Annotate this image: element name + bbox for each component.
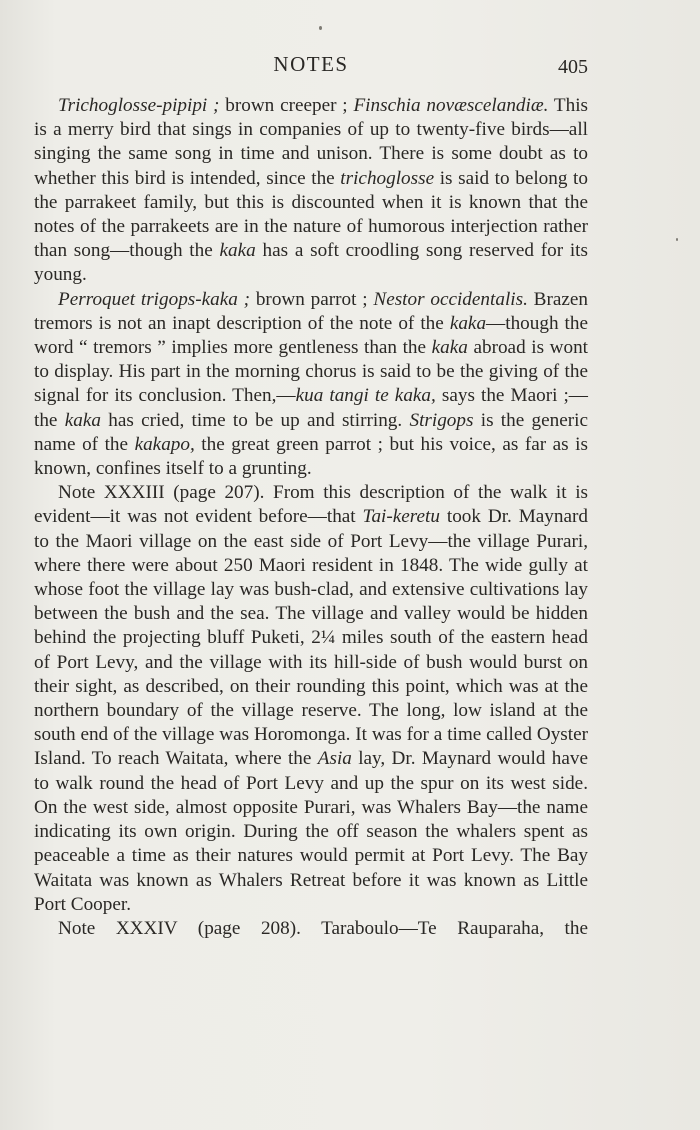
- running-head: NOTES: [273, 52, 349, 76]
- italic-text: kaka: [219, 240, 256, 262]
- italic-text: kaka: [64, 409, 101, 431]
- text-run: the great green parrot ; but his voice, as far as is known, confines itself to a grunting.: [34, 433, 588, 480]
- text-run: brown parrot ;: [250, 288, 374, 310]
- text-run: brown creeper ;: [219, 95, 354, 116]
- paragraph: [34, 481, 588, 917]
- italic-text: kua tangi te kaka,: [295, 385, 436, 407]
- italic-text: Asia: [317, 748, 352, 770]
- page-header: [34, 50, 588, 84]
- text-run: Note XXXIV (page 208). Taraboulo—Te Rauparaha, the: [58, 917, 588, 939]
- italic-text: Perroquet trigops-kaka ;: [58, 288, 251, 310]
- text-run: says the Maori ;—the: [34, 385, 588, 431]
- italic-text: kaka: [449, 312, 487, 334]
- text-run: abroad is wont to display. His part in the morning chorus is said to be the giving of the signal for its conclusion. Then,—: [34, 337, 588, 407]
- italic-text: Tai-keretu: [362, 506, 440, 528]
- page-number: 405: [558, 56, 588, 78]
- ink-speck: [319, 26, 322, 30]
- text-run: This is a merry bird that sings in companies of up to twenty-five birds—all singing the same song in time and unison. There is some doubt as to whether this bird is intended, since the: [34, 95, 589, 189]
- text-run: Brazen tremors is not an inapt description of the note of the: [34, 288, 588, 334]
- italic-text: Finschia novæscelandiæ.: [353, 95, 549, 116]
- italic-text: kakapo,: [134, 433, 195, 455]
- text-run: has cried, time to be up and stirring.: [100, 409, 410, 431]
- text-run: —though the word “ tremors ” implies more gentleness than the: [34, 312, 588, 359]
- text-run: took Dr. Maynard to the Maori village on the east side of Port Levy—the village Purari, where there were about 250 Maori resident in 1848. The wide gully at whose foot the village lay was bush-clad, and extensive cultivations lay between the bush and the sea. The village and valley would be hidden behind the projecting bluff Puketi, 2¼ miles south of the eastern head of Port Levy, and the village with its hill-side of bush would burst on their sight, as described, on their rounding this point, which was at the northern boundary of the village reserve. The long, low island at the south end of the village was Horomonga. It was for a time called Oyster Island. To reach Waitata, where the: [34, 506, 588, 770]
- text-run: is the generic name of the: [34, 409, 588, 455]
- paragraph: [34, 94, 588, 288]
- paragraph: [34, 917, 588, 941]
- body-text: [34, 94, 588, 941]
- text-run: is said to belong to the parrakeet family, but this is discounted when it is known that the notes of the parrakeets are in the nature of humorous interjection rather than song—though the: [34, 167, 588, 262]
- italic-text: kaka: [431, 337, 468, 359]
- ink-speck: [676, 238, 678, 241]
- italic-text: Strigops: [409, 409, 474, 431]
- italic-text: trichoglosse: [340, 167, 435, 189]
- paragraph: [34, 288, 588, 482]
- text-run: Note XXXIII (page 207). From this description of the walk it is evident—it was not evident before—that: [34, 482, 588, 528]
- italic-text: Nestor occidentalis.: [373, 288, 528, 310]
- text-run: lay, Dr. Maynard would have to walk round the head of Port Levy and up the spur on its west side. On the west side, almost opposite Purari, was Whalers Bay—the name indicating its own origin. During the off season the whalers spent as peaceable a time as their natures would permit at Port Levy. The Bay Waitata was known as Whalers Retreat before it was known as Little Port Cooper.: [34, 748, 588, 915]
- italic-text: Trichoglosse-pipipi ;: [58, 95, 220, 116]
- text-run: has a soft croodling song reserved for its young.: [34, 240, 588, 286]
